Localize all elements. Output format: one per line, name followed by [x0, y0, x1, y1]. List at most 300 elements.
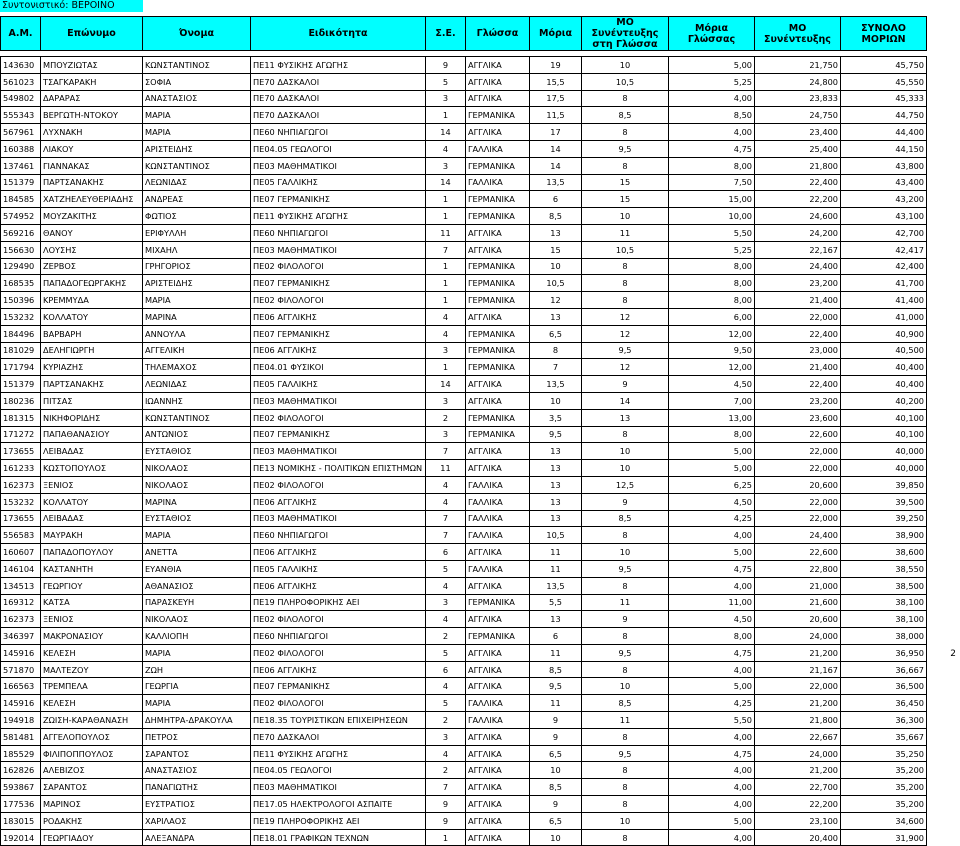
cell-surname: ΛΥΧΝΑΚΗ [41, 124, 143, 141]
cell-language-points: 6,00 [669, 308, 755, 325]
cell-se: 3 [426, 157, 466, 174]
cell-first-name: ΕΥΣΤΑΘΙΟΣ [143, 510, 251, 527]
cell-total-points: 40,500 [841, 342, 927, 359]
cell-total-points: 44,400 [841, 124, 927, 141]
cell-language: ΑΓΓΛΙΚΑ [466, 829, 530, 846]
cell-language: ΓΑΛΛΙΚΑ [466, 695, 530, 712]
cell-surname: ΛΕΙΒΑΔΑΣ [41, 443, 143, 460]
cell-language: ΓΑΛΛΙΚΑ [466, 712, 530, 729]
cell-am: 549802 [1, 90, 41, 107]
cell-se: 7 [426, 527, 466, 544]
cell-interview-language-avg: 10 [582, 460, 669, 477]
cell-first-name: ΑΡΙΣΤΕΙΔΗΣ [143, 140, 251, 157]
cell-language: ΑΓΓΛΙΚΑ [466, 796, 530, 813]
cell-interview-avg: 21,200 [755, 695, 841, 712]
cell-interview-avg: 24,600 [755, 208, 841, 225]
cell-total-points: 34,600 [841, 812, 927, 829]
cell-am: 156630 [1, 241, 41, 258]
cell-interview-avg: 22,667 [755, 728, 841, 745]
cell-surname: ΛΙΑΚΟΥ [41, 140, 143, 157]
cell-interview-language-avg: 12 [582, 308, 669, 325]
cell-am: 181029 [1, 342, 41, 359]
cell-language: ΓΑΛΛΙΚΑ [466, 140, 530, 157]
table-row [1, 779, 927, 796]
cell-surname: ΘΑΝΟΥ [41, 224, 143, 241]
cell-language-points: 4,50 [669, 611, 755, 628]
cell-language-points: 4,25 [669, 510, 755, 527]
cell-language-points: 7,50 [669, 174, 755, 191]
cell-language: ΓΕΡΜΑΝΙΚΑ [466, 258, 530, 275]
cell-specialty: ΠΕ02 ΦΙΛΟΛΟΓΟΙ [251, 611, 426, 628]
cell-language: ΑΓΓΛΙΚΑ [466, 544, 530, 561]
cell-surname: ΜΑΥΡΑΚΗ [41, 527, 143, 544]
cell-specialty: ΠΕ11 ΦΥΣΙΚΗΣ ΑΓΩΓΗΣ [251, 208, 426, 225]
cell-language: ΓΕΡΜΑΝΙΚΑ [466, 325, 530, 342]
table-row [1, 107, 927, 124]
cell-interview-language-avg: 8 [582, 829, 669, 846]
cell-language-points: 12,00 [669, 359, 755, 376]
cell-am: 151379 [1, 174, 41, 191]
cell-se: 1 [426, 292, 466, 309]
cell-se: 4 [426, 678, 466, 695]
cell-first-name: ΜΑΡΙΝΑ [143, 308, 251, 325]
table-row [1, 745, 927, 762]
cell-se: 7 [426, 779, 466, 796]
cell-total-points: 43,400 [841, 174, 927, 191]
cell-total-points: 35,200 [841, 762, 927, 779]
cell-specialty: ΠΕ04.05 ΓΕΩΛΟΓΟΙ [251, 140, 426, 157]
cell-interview-language-avg: 15 [582, 191, 669, 208]
cell-points: 8,5 [530, 208, 582, 225]
cell-language-points: 8,00 [669, 275, 755, 292]
cell-specialty: ΠΕ06 ΑΓΓΛΙΚΗΣ [251, 544, 426, 561]
table-row [1, 829, 927, 846]
cell-points: 11 [530, 644, 582, 661]
cell-points: 9 [530, 712, 582, 729]
cell-total-points: 41,000 [841, 308, 927, 325]
table-row [1, 611, 927, 628]
cell-interview-avg: 25,400 [755, 140, 841, 157]
cell-total-points: 36,950 [841, 644, 927, 661]
cell-se: 6 [426, 544, 466, 561]
cell-interview-language-avg: 8 [582, 527, 669, 544]
cell-interview-language-avg: 10 [582, 544, 669, 561]
table-row [1, 728, 927, 745]
cell-language-points: 8,00 [669, 292, 755, 309]
cell-points: 13 [530, 443, 582, 460]
cell-se: 5 [426, 560, 466, 577]
cell-language: ΓΕΡΜΑΝΙΚΑ [466, 426, 530, 443]
cell-specialty: ΠΕ02 ΦΙΛΟΛΟΓΟΙ [251, 695, 426, 712]
cell-points: 12 [530, 292, 582, 309]
cell-interview-avg: 24,200 [755, 224, 841, 241]
cell-language-points: 5,25 [669, 241, 755, 258]
cell-interview-avg: 21,800 [755, 712, 841, 729]
cell-language: ΓΕΡΜΑΝΙΚΑ [466, 359, 530, 376]
cell-first-name: ΕΥΑΝΘΙΑ [143, 560, 251, 577]
table-row [1, 174, 927, 191]
cell-interview-language-avg: 10 [582, 57, 669, 74]
cell-total-points: 42,417 [841, 241, 927, 258]
cell-interview-language-avg: 10,5 [582, 73, 669, 90]
cell-points: 6,5 [530, 325, 582, 342]
cell-am: 171794 [1, 359, 41, 376]
cell-se: 4 [426, 611, 466, 628]
cell-interview-language-avg: 8,5 [582, 695, 669, 712]
cell-language-points: 4,00 [669, 728, 755, 745]
cell-surname: ΠΑΡΤΣΑΝΑΚΗΣ [41, 174, 143, 191]
cell-se: 14 [426, 174, 466, 191]
cell-points: 7 [530, 359, 582, 376]
column-header-language-points: Μόρια Γλώσσας [669, 17, 755, 51]
cell-first-name: ΦΩΤΙΟΣ [143, 208, 251, 225]
cell-am: 181315 [1, 409, 41, 426]
cell-first-name: ΜΑΡΙΑ [143, 527, 251, 544]
cell-language-points: 8,00 [669, 426, 755, 443]
header-row [1, 17, 927, 51]
cell-specialty: ΠΕ70 ΔΑΣΚΑΛΟΙ [251, 728, 426, 745]
column-header-total-points: ΣΥΝΟΛΟ ΜΟΡΙΩΝ [841, 17, 927, 51]
cell-total-points: 38,600 [841, 544, 927, 561]
page-number: 2 [950, 649, 956, 659]
cell-language-points: 7,00 [669, 392, 755, 409]
cell-am: 593867 [1, 779, 41, 796]
cell-interview-avg: 22,000 [755, 443, 841, 460]
cell-language-points: 4,75 [669, 560, 755, 577]
cell-interview-language-avg: 12,5 [582, 476, 669, 493]
cell-am: 143630 [1, 57, 41, 74]
cell-am: 166563 [1, 678, 41, 695]
cell-interview-avg: 22,000 [755, 493, 841, 510]
cell-specialty: ΠΕ07 ΓΕΡΜΑΝΙΚΗΣ [251, 275, 426, 292]
table-row [1, 275, 927, 292]
cell-language: ΓΕΡΜΑΝΙΚΑ [466, 628, 530, 645]
cell-first-name: ΤΗΛΕΜΑΧΟΣ [143, 359, 251, 376]
cell-specialty: ΠΕ05 ΓΑΛΛΙΚΗΣ [251, 376, 426, 393]
cell-specialty: ΠΕ05 ΓΑΛΛΙΚΗΣ [251, 174, 426, 191]
column-header-specialty: Ειδικότητα [251, 17, 426, 51]
coordinator-label: Συντονιστικό: ΒΕΡΟΙΝΟ [0, 0, 143, 12]
cell-se: 3 [426, 392, 466, 409]
table-row [1, 359, 927, 376]
cell-language: ΑΓΓΛΙΚΑ [466, 392, 530, 409]
cell-first-name: ΝΙΚΟΛΑΟΣ [143, 476, 251, 493]
cell-specialty: ΠΕ03 ΜΑΘΗΜΑΤΙΚΟΙ [251, 510, 426, 527]
cell-first-name: ΑΘΑΝΑΣΙΟΣ [143, 577, 251, 594]
cell-interview-avg: 21,800 [755, 157, 841, 174]
cell-total-points: 40,400 [841, 376, 927, 393]
cell-points: 9,5 [530, 678, 582, 695]
cell-interview-avg: 22,000 [755, 460, 841, 477]
cell-points: 6 [530, 191, 582, 208]
cell-am: 146104 [1, 560, 41, 577]
cell-points: 6 [530, 628, 582, 645]
cell-total-points: 42,400 [841, 258, 927, 275]
cell-interview-language-avg: 11 [582, 224, 669, 241]
cell-specialty: ΠΕ17.05 ΗΛΕΚΤΡΟΛΟΓΟΙ ΑΣΠΑΙΤΕ [251, 796, 426, 813]
cell-interview-avg: 20,600 [755, 476, 841, 493]
cell-language-points: 5,00 [669, 443, 755, 460]
cell-se: 14 [426, 376, 466, 393]
cell-am: 169312 [1, 594, 41, 611]
cell-total-points: 44,150 [841, 140, 927, 157]
cell-language-points: 4,75 [669, 140, 755, 157]
cell-total-points: 36,667 [841, 661, 927, 678]
cell-interview-language-avg: 10 [582, 208, 669, 225]
cell-specialty: ΠΕ60 ΝΗΠΙΑΓΩΓΟΙ [251, 628, 426, 645]
cell-points: 17 [530, 124, 582, 141]
cell-se: 4 [426, 140, 466, 157]
cell-first-name: ΚΩΝΣΤΑΝΤΙΝΟΣ [143, 157, 251, 174]
cell-points: 13,5 [530, 376, 582, 393]
cell-specialty: ΠΕ02 ΦΙΛΟΛΟΓΟΙ [251, 409, 426, 426]
cell-se: 3 [426, 342, 466, 359]
cell-specialty: ΠΕ06 ΑΓΓΛΙΚΗΣ [251, 661, 426, 678]
cell-points: 11 [530, 544, 582, 561]
cell-language: ΓΕΡΜΑΝΙΚΑ [466, 292, 530, 309]
cell-am: 555343 [1, 107, 41, 124]
table-row [1, 577, 927, 594]
cell-am: 173655 [1, 510, 41, 527]
cell-language: ΑΓΓΛΙΚΑ [466, 73, 530, 90]
cell-first-name: ΜΑΡΙΑ [143, 107, 251, 124]
cell-language-points: 4,00 [669, 762, 755, 779]
cell-language-points: 10,00 [669, 208, 755, 225]
column-header-interview-language-avg: ΜΟ Συνέντευξης στη Γλώσσα [582, 17, 669, 51]
cell-interview-language-avg: 8 [582, 661, 669, 678]
cell-language: ΑΓΓΛΙΚΑ [466, 241, 530, 258]
cell-surname: ΞΕΝΙΟΣ [41, 611, 143, 628]
cell-language: ΓΑΛΛΙΚΑ [466, 527, 530, 544]
cell-points: 8 [530, 342, 582, 359]
cell-interview-avg: 22,600 [755, 426, 841, 443]
cell-total-points: 45,750 [841, 57, 927, 74]
cell-interview-avg: 20,600 [755, 611, 841, 628]
cell-total-points: 40,900 [841, 325, 927, 342]
cell-total-points: 40,000 [841, 460, 927, 477]
cell-interview-language-avg: 10 [582, 678, 669, 695]
cell-total-points: 40,200 [841, 392, 927, 409]
cell-surname: ΠΑΡΤΣΑΝΑΚΗΣ [41, 376, 143, 393]
cell-specialty: ΠΕ04.01 ΦΥΣΙΚΟΙ [251, 359, 426, 376]
cell-interview-avg: 22,400 [755, 174, 841, 191]
cell-surname: ΝΙΚΗΦΟΡΙΔΗΣ [41, 409, 143, 426]
cell-interview-language-avg: 10 [582, 443, 669, 460]
cell-total-points: 44,750 [841, 107, 927, 124]
cell-first-name: ΑΝΤΩΝΙΟΣ [143, 426, 251, 443]
cell-total-points: 43,200 [841, 191, 927, 208]
cell-interview-avg: 22,600 [755, 544, 841, 561]
cell-surname: ΜΠΟΥΖΙΩΤΑΣ [41, 57, 143, 74]
cell-interview-language-avg: 9,5 [582, 342, 669, 359]
cell-specialty: ΠΕ03 ΜΑΘΗΜΑΤΙΚΟΙ [251, 443, 426, 460]
cell-se: 1 [426, 275, 466, 292]
cell-am: 192014 [1, 829, 41, 846]
cell-interview-avg: 21,200 [755, 762, 841, 779]
cell-points: 10 [530, 762, 582, 779]
cell-specialty: ΠΕ19 ΠΛΗΡΟΦΟΡΙΚΗΣ ΑΕΙ [251, 594, 426, 611]
column-header-se: Σ.Ε. [426, 17, 466, 51]
cell-interview-avg: 22,400 [755, 376, 841, 393]
cell-se: 2 [426, 712, 466, 729]
cell-specialty: ΠΕ03 ΜΑΘΗΜΑΤΙΚΟΙ [251, 157, 426, 174]
cell-interview-language-avg: 9,5 [582, 140, 669, 157]
cell-specialty: ΠΕ11 ΦΥΣΙΚΗΣ ΑΓΩΓΗΣ [251, 57, 426, 74]
table-body [1, 17, 927, 846]
cell-language: ΑΓΓΛΙΚΑ [466, 728, 530, 745]
cell-language-points: 4,00 [669, 527, 755, 544]
cell-am: 153232 [1, 493, 41, 510]
cell-points: 10 [530, 829, 582, 846]
cell-se: 7 [426, 510, 466, 527]
cell-first-name: ΜΑΡΙΑ [143, 124, 251, 141]
cell-am: 145916 [1, 644, 41, 661]
cell-interview-avg: 21,400 [755, 292, 841, 309]
cell-specialty: ΠΕ06 ΑΓΓΛΙΚΗΣ [251, 342, 426, 359]
cell-total-points: 40,400 [841, 359, 927, 376]
cell-se: 9 [426, 57, 466, 74]
table-row [1, 57, 927, 74]
cell-language: ΑΓΓΛΙΚΑ [466, 762, 530, 779]
cell-points: 15,5 [530, 73, 582, 90]
column-header-surname: Επώνυμο [41, 17, 143, 51]
cell-am: 160388 [1, 140, 41, 157]
cell-language: ΑΓΓΛΙΚΑ [466, 460, 530, 477]
cell-interview-language-avg: 14 [582, 392, 669, 409]
table-row [1, 678, 927, 695]
cell-interview-language-avg: 8 [582, 275, 669, 292]
cell-interview-language-avg: 15 [582, 174, 669, 191]
cell-language: ΑΓΓΛΙΚΑ [466, 779, 530, 796]
cell-interview-language-avg: 11 [582, 594, 669, 611]
cell-total-points: 38,100 [841, 611, 927, 628]
table-row [1, 493, 927, 510]
cell-am: 569216 [1, 224, 41, 241]
cell-points: 13 [530, 224, 582, 241]
table-row [1, 628, 927, 645]
cell-am: 183015 [1, 812, 41, 829]
cell-specialty: ΠΕ06 ΑΓΓΛΙΚΗΣ [251, 308, 426, 325]
cell-surname: ΖΕΡΒΟΣ [41, 258, 143, 275]
cell-interview-avg: 21,000 [755, 577, 841, 594]
cell-am: 151379 [1, 376, 41, 393]
cell-first-name: ΜΙΧΑΗΛ [143, 241, 251, 258]
cell-surname: ΚΩΣΤΟΠΟΥΛΟΣ [41, 460, 143, 477]
cell-first-name: ΜΑΡΙΑ [143, 644, 251, 661]
cell-language-points: 4,50 [669, 376, 755, 393]
cell-total-points: 45,550 [841, 73, 927, 90]
cell-surname: ΜΑΚΡΟΝΑΣΙΟΥ [41, 628, 143, 645]
cell-first-name: ΜΑΡΙΝΑ [143, 493, 251, 510]
cell-language: ΑΓΓΛΙΚΑ [466, 812, 530, 829]
cell-interview-language-avg: 9,5 [582, 745, 669, 762]
cell-interview-avg: 21,200 [755, 644, 841, 661]
cell-first-name: ΠΕΤΡΟΣ [143, 728, 251, 745]
column-header-interview-avg: ΜΟ Συνέντευξης [755, 17, 841, 51]
cell-first-name: ΕΥΣΤΡΑΤΙΟΣ [143, 796, 251, 813]
cell-am: 162373 [1, 476, 41, 493]
table-row [1, 644, 927, 661]
cell-interview-language-avg: 8 [582, 779, 669, 796]
cell-total-points: 43,800 [841, 157, 927, 174]
cell-surname: ΦΙΛΙΠΟΠΠΟΥΛΟΣ [41, 745, 143, 762]
cell-interview-avg: 24,400 [755, 527, 841, 544]
cell-total-points: 39,850 [841, 476, 927, 493]
table-row [1, 560, 927, 577]
table-row [1, 426, 927, 443]
cell-am: 173655 [1, 443, 41, 460]
cell-se: 11 [426, 460, 466, 477]
table-row [1, 409, 927, 426]
cell-language-points: 8,50 [669, 107, 755, 124]
cell-specialty: ΠΕ60 ΝΗΠΙΑΓΩΓΟΙ [251, 527, 426, 544]
cell-am: 561023 [1, 73, 41, 90]
cell-se: 1 [426, 258, 466, 275]
cell-interview-language-avg: 8 [582, 796, 669, 813]
cell-total-points: 40,100 [841, 426, 927, 443]
cell-language-points: 8,00 [669, 628, 755, 645]
cell-interview-avg: 22,200 [755, 191, 841, 208]
cell-language-points: 4,00 [669, 829, 755, 846]
cell-specialty: ΠΕ11 ΦΥΣΙΚΗΣ ΑΓΩΓΗΣ [251, 745, 426, 762]
cell-language-points: 4,00 [669, 577, 755, 594]
cell-interview-language-avg: 8 [582, 577, 669, 594]
cell-specialty: ΠΕ03 ΜΑΘΗΜΑΤΙΚΟΙ [251, 779, 426, 796]
cell-se: 6 [426, 661, 466, 678]
cell-surname: ΚΕΛΕΣΗ [41, 644, 143, 661]
cell-first-name: ΑΝΝΟΥΛΑ [143, 325, 251, 342]
cell-surname: ΓΙΑΝΝΑΚΑΣ [41, 157, 143, 174]
cell-interview-language-avg: 8 [582, 124, 669, 141]
cell-surname: ΔΑΡΑΡΑΣ [41, 90, 143, 107]
cell-interview-avg: 23,200 [755, 392, 841, 409]
cell-interview-language-avg: 8 [582, 728, 669, 745]
cell-language-points: 4,00 [669, 661, 755, 678]
table-row [1, 527, 927, 544]
table-row [1, 460, 927, 477]
cell-specialty: ΠΕ02 ΦΙΛΟΛΟΓΟΙ [251, 644, 426, 661]
cell-first-name: ΓΕΩΡΓΙΑ [143, 678, 251, 695]
cell-language: ΑΓΓΛΙΚΑ [466, 124, 530, 141]
cell-points: 17,5 [530, 90, 582, 107]
cell-am: 184496 [1, 325, 41, 342]
cell-interview-language-avg: 8 [582, 762, 669, 779]
cell-points: 3,5 [530, 409, 582, 426]
table-row [1, 510, 927, 527]
cell-specialty: ΠΕ13 ΝΟΜΙΚΗΣ - ΠΟΛΙΤΙΚΩΝ ΕΠΙΣΤΗΜΩΝ [251, 460, 426, 477]
cell-surname: ΠΑΠΑΔΟΠΟΥΛΟΥ [41, 544, 143, 561]
cell-interview-language-avg: 10 [582, 812, 669, 829]
cell-se: 4 [426, 325, 466, 342]
cell-points: 5,5 [530, 594, 582, 611]
cell-points: 19 [530, 57, 582, 74]
cell-first-name: ΖΩΗ [143, 661, 251, 678]
cell-am: 129490 [1, 258, 41, 275]
cell-total-points: 39,250 [841, 510, 927, 527]
cell-points: 14 [530, 157, 582, 174]
cell-interview-language-avg: 12 [582, 325, 669, 342]
cell-total-points: 40,000 [841, 443, 927, 460]
cell-specialty: ΠΕ60 ΝΗΠΙΑΓΩΓΟΙ [251, 124, 426, 141]
cell-se: 1 [426, 191, 466, 208]
cell-language: ΑΓΓΛΙΚΑ [466, 224, 530, 241]
cell-language: ΑΓΓΛΙΚΑ [466, 661, 530, 678]
cell-interview-avg: 21,750 [755, 57, 841, 74]
cell-specialty: ΠΕ70 ΔΑΣΚΑΛΟΙ [251, 90, 426, 107]
cell-language-points: 4,75 [669, 745, 755, 762]
cell-language-points: 6,25 [669, 476, 755, 493]
table-row [1, 241, 927, 258]
